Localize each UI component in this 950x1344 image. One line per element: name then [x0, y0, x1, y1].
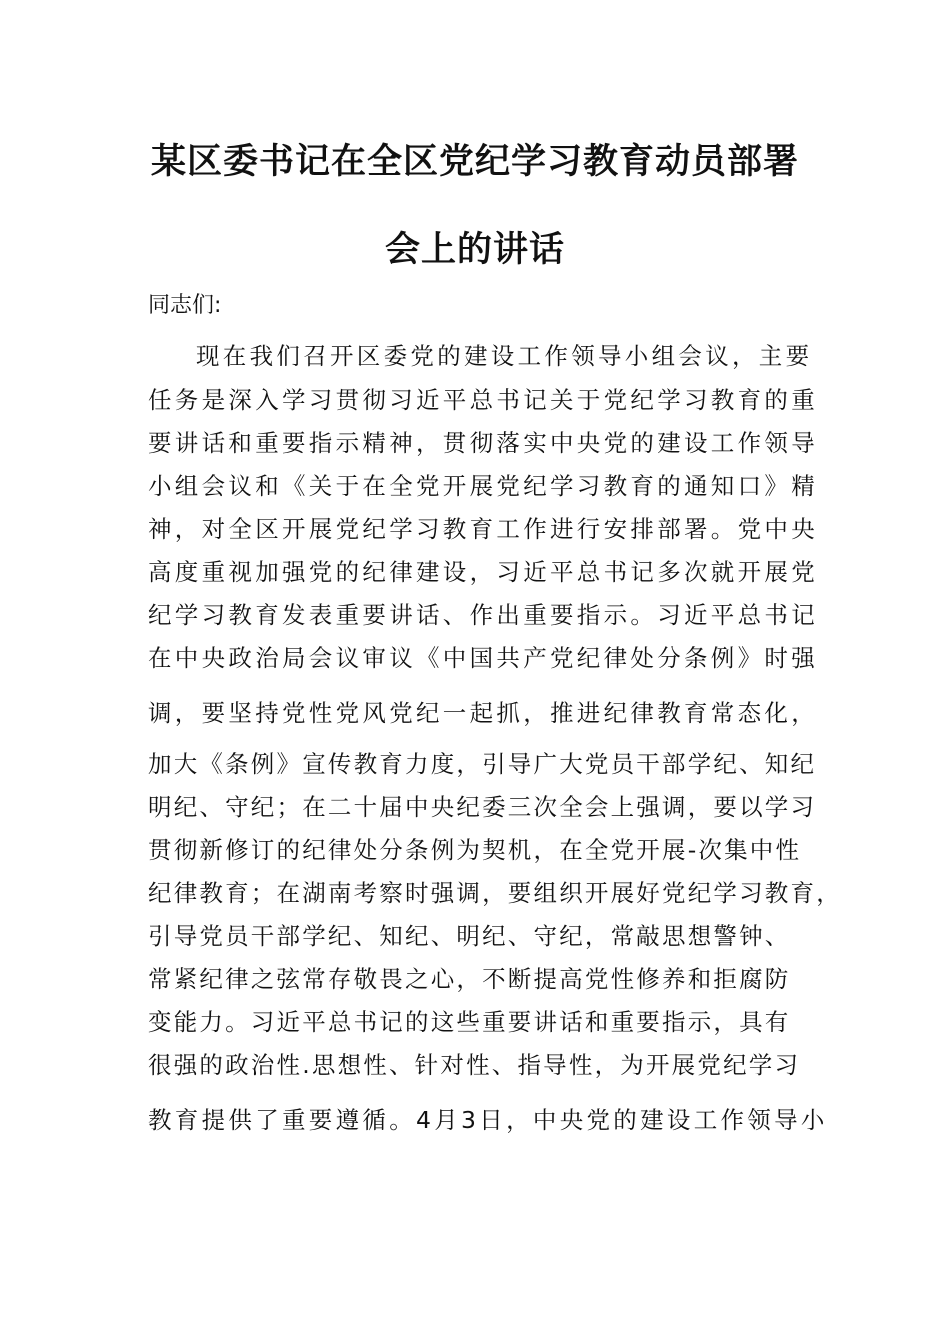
greeting: 同志们: [148, 293, 222, 318]
body-line: 要讲话和重要指示精神，贯彻落实中央党的建设工作领导 [148, 429, 818, 457]
body-line: 很强的政治性.思想性、针对性、指导性，为开展党纪学习 [148, 1051, 801, 1079]
body-line: 纪学习教育发表重要讲话、作出重要指示。习近平总书记 [148, 601, 818, 629]
body-line: 贯彻新修订的纪律处分条例为契机，在全党开展-次集中性 [148, 836, 802, 864]
body-line: 引导党员干部学纪、知纪、明纪、守纪，常敲思想警钟、 [148, 922, 791, 950]
body-line: 教育提供了重要遵循。4月3日，中央党的建设工作领导小 [148, 1106, 828, 1134]
body-line: 高度重视加强党的纪律建设，习近平总书记多次就开展党 [148, 558, 818, 586]
body-line: 神，对全区开展党纪学习教育工作进行安排部署。党中央 [148, 515, 818, 543]
body-line: 常紧纪律之弦常存敬畏之心，不断提高党性修养和拒腐防 [148, 965, 791, 993]
body-line: 纪律教育；在湖南考察时强调，要组织开展好党纪学习教育， [148, 879, 842, 907]
body-line: 加大《条例》宣传教育力度，引导广大党员干部学纪、知纪 [148, 750, 817, 778]
document-title-line-2: 会上的讲话 [384, 230, 565, 270]
body-line: 任务是深入学习贯彻习近平总书记关于党纪学习教育的重 [148, 386, 818, 414]
body-line: 变能力。习近平总书记的这些重要讲话和重要指示，具有 [148, 1008, 791, 1036]
body-line: 现在我们召开区委党的建设工作领导小组会议，主要 [196, 342, 813, 370]
body-line: 调，要坚持党性党风党纪一起抓，推进纪律教育常态化， [148, 699, 818, 727]
body-line: 在中央政治局会议审议《中国共产党纪律处分条例》时强 [148, 644, 818, 672]
body-line: 明纪、守纪；在二十届中央纪委三次全会上强调，要以学习 [148, 793, 817, 821]
body-line: 小组会议和《关于在全党开展党纪学习教育的通知口》精 [148, 472, 818, 500]
document-title-line-1: 某区委书记在全区党纪学习教育动员部署 [150, 142, 799, 182]
